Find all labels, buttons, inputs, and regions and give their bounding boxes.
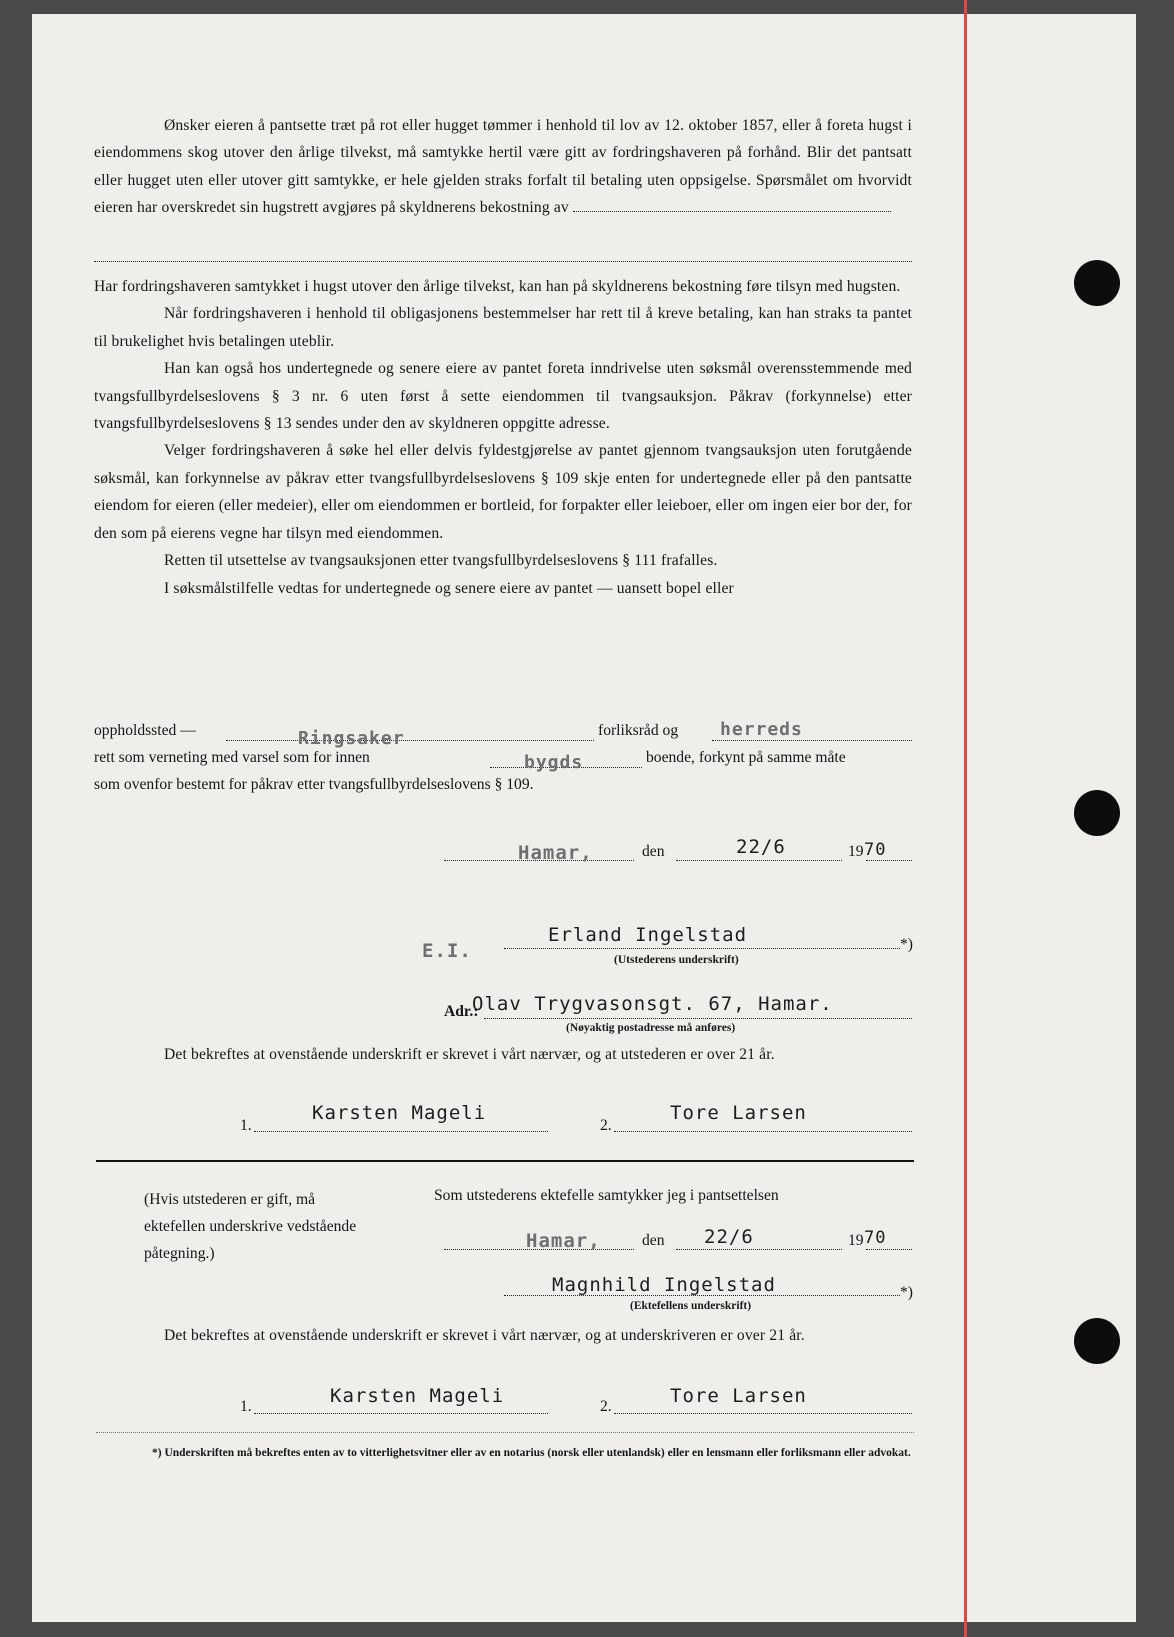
witness-1a-signature: Karsten Mageli — [312, 1102, 487, 1124]
witness-line-1a — [254, 1131, 548, 1132]
spouse-signature-line — [504, 1295, 900, 1296]
issuer-signature: Erland Ingelstad — [548, 924, 748, 946]
margin-red-rule — [964, 0, 967, 1637]
issuer-caption: (Utstederens underskrift) — [614, 954, 739, 966]
address-label: Adr.: — [444, 1003, 479, 1020]
witness-line-2b — [614, 1413, 912, 1414]
year-suffix-1: 70 — [864, 840, 887, 860]
date-field-2 — [676, 1249, 842, 1250]
witness-2b-signature: Tore Larsen — [670, 1385, 807, 1407]
venue-court-field — [712, 740, 912, 741]
witness-num-2b: 2. — [600, 1398, 612, 1415]
venue-place-field — [226, 740, 594, 741]
witness-line-1b — [614, 1131, 912, 1132]
stamp-bygds: bygds — [524, 752, 584, 773]
venue-rett-label: rett som verneting med varsel som for innen — [94, 749, 370, 766]
address-line — [484, 1018, 912, 1019]
spouse-consent-text: Som utstederens ektefelle samtykker jeg i pantsettelsen — [434, 1187, 779, 1204]
date-value-1: 22/6 — [736, 836, 786, 858]
address-value: Olav Trygvasonsgt. 67, Hamar. — [472, 993, 833, 1015]
footnote-rule — [96, 1432, 914, 1433]
witness-statement-2: Det bekreftes at ovenstående underskrift er skrevet i vårt nærvær, og at underskriveren er over 21 år. — [164, 1327, 805, 1344]
footnote: *) Underskriften må bekreftes enten av to vitterlighetsvitner eller av en notarius (norsk eller utenlandsk) eller en lensmann eller forliksmann eller advokat. — [152, 1447, 911, 1459]
asterisk-1: *) — [900, 936, 913, 953]
stamp-herreds: herreds — [720, 719, 803, 740]
year-prefix-2: 19 — [848, 1232, 864, 1249]
year-field-1 — [866, 860, 912, 861]
witness-num-1a: 1. — [240, 1117, 252, 1134]
section-divider — [96, 1160, 914, 1162]
den-label-2: den — [642, 1232, 665, 1249]
venue-boende-label: boende, forkynt på samme måte — [646, 749, 846, 766]
witness-num-2a: 1. — [240, 1398, 252, 1415]
pledge-terms — [94, 112, 912, 602]
paragraph-tree-pledge: Ønsker eieren å pantsette træt på rot eller hugget tømmer i henhold til lov av 12. oktober 1857, eller å foreta hugst i eiendommens skog utover den årlige tilvekst, må samtykke hertil være gitt av fordringshaveren på forhånd. Blir det pantsatt eller hugget uten eller utover gitt samtykke, er hele gjelden straks forfalt til betaling uten oppsigelse. Spørsmålet om hvorvidt eieren har overskredet sin hugstrett avgjøres på skyldnerens bekostning av — [94, 117, 912, 217]
paragraph-postponement: Retten til utsettelse av tvangsauksjonen etter tvangsfullbyrdelseslovens § 111 frafalles. — [164, 552, 718, 570]
year-field-2 — [866, 1249, 912, 1250]
spouse-note: (Hvis utstederen er gift, må ektefellen underskrive vedstående påtegning.) — [144, 1191, 357, 1262]
spouse-signature: Magnhild Ingelstad — [552, 1274, 776, 1296]
address-caption: (Nøyaktig postadresse må anføres) — [566, 1022, 736, 1034]
paragraph-venue: I søksmålstilfelle vedtas for undertegnede og senere eiere av pantet — uansett bopel eller — [164, 579, 734, 597]
venue-opphold-label: oppholdssted — — [94, 722, 196, 739]
witness-1b-signature: Tore Larsen — [670, 1102, 807, 1124]
witness-2a-signature: Karsten Mageli — [330, 1385, 505, 1407]
year-prefix-1: 19 — [848, 843, 864, 860]
venue-forliksrad-label: forliksråd og — [598, 722, 679, 739]
punch-hole-middle — [1074, 790, 1120, 836]
witness-statement-1: Det bekreftes at ovenstående underskrift er skrevet i vårt nærvær, og at utstederen er over 21 år. — [164, 1046, 775, 1063]
den-label-1: den — [642, 843, 665, 860]
venue-last-line: som ovenfor bestemt for påkrav etter tvangsfullbyrdelseslovens § 109. — [94, 776, 534, 793]
place-stamp-1: Hamar, — [518, 842, 593, 864]
punch-hole-bottom — [1074, 1318, 1120, 1364]
stamp-ringsaker: Ringsaker — [298, 728, 405, 749]
spouse-caption: (Ektefellens underskrift) — [630, 1300, 752, 1312]
issuer-initials: E.I. — [422, 940, 472, 962]
place-stamp-2: Hamar, — [526, 1230, 601, 1252]
issuer-signature-line — [504, 948, 900, 949]
witness-num-1b: 2. — [600, 1117, 612, 1134]
witness-line-2a — [254, 1413, 548, 1414]
date-value-2: 22/6 — [704, 1226, 754, 1248]
paragraph-hugst-supervision: Har fordringshaveren samtykket i hugst utover den årlige tilvekst, kan han på skyldnerens bekostning føre tilsyn med hugsten. — [94, 278, 901, 296]
paragraph-auction: Velger fordringshaveren å søke hel eller delvis fyldestgjørelse av pantet gjennom tvangsauksjon uten forutgående søksmål, kan forkynnelse av påkrav etter tvangsfullbyrdelseslovens § 109 skje enten for undertegnede eller på den pantsatte eiendom for eieren (eller medeier), eller om eiendommen er bortleid, for forpakter eller leieboer, eller om ingen eier bor der, for den som på eierens vegne har tilsyn med eiendommen. — [94, 442, 912, 542]
paragraph-enforcement: Han kan også hos undertegnede og senere eiere av pantet foreta inndrivelse uten søksmål overensstemmende med tvangsfullbyrdelseslovens § 3 nr. 6 uten først å sette eiendommen til tvangsauksjon. Påkrav (forkynnelse) etter tvangsfullbyrdelseslovens § 13 sendes under den av skyldneren oppgitte adresse. — [94, 360, 912, 433]
punch-hole-top — [1074, 260, 1120, 306]
year-suffix-2: 70 — [864, 1228, 887, 1248]
date-field-1 — [676, 860, 842, 861]
paragraph-payment: Når fordringshaveren i henhold til obligasjonens bestemmelser har rett til å kreve betaling, kan han straks ta pantet til brukelighet hvis betalingen uteblir. — [94, 305, 912, 350]
asterisk-2: *) — [900, 1284, 913, 1301]
